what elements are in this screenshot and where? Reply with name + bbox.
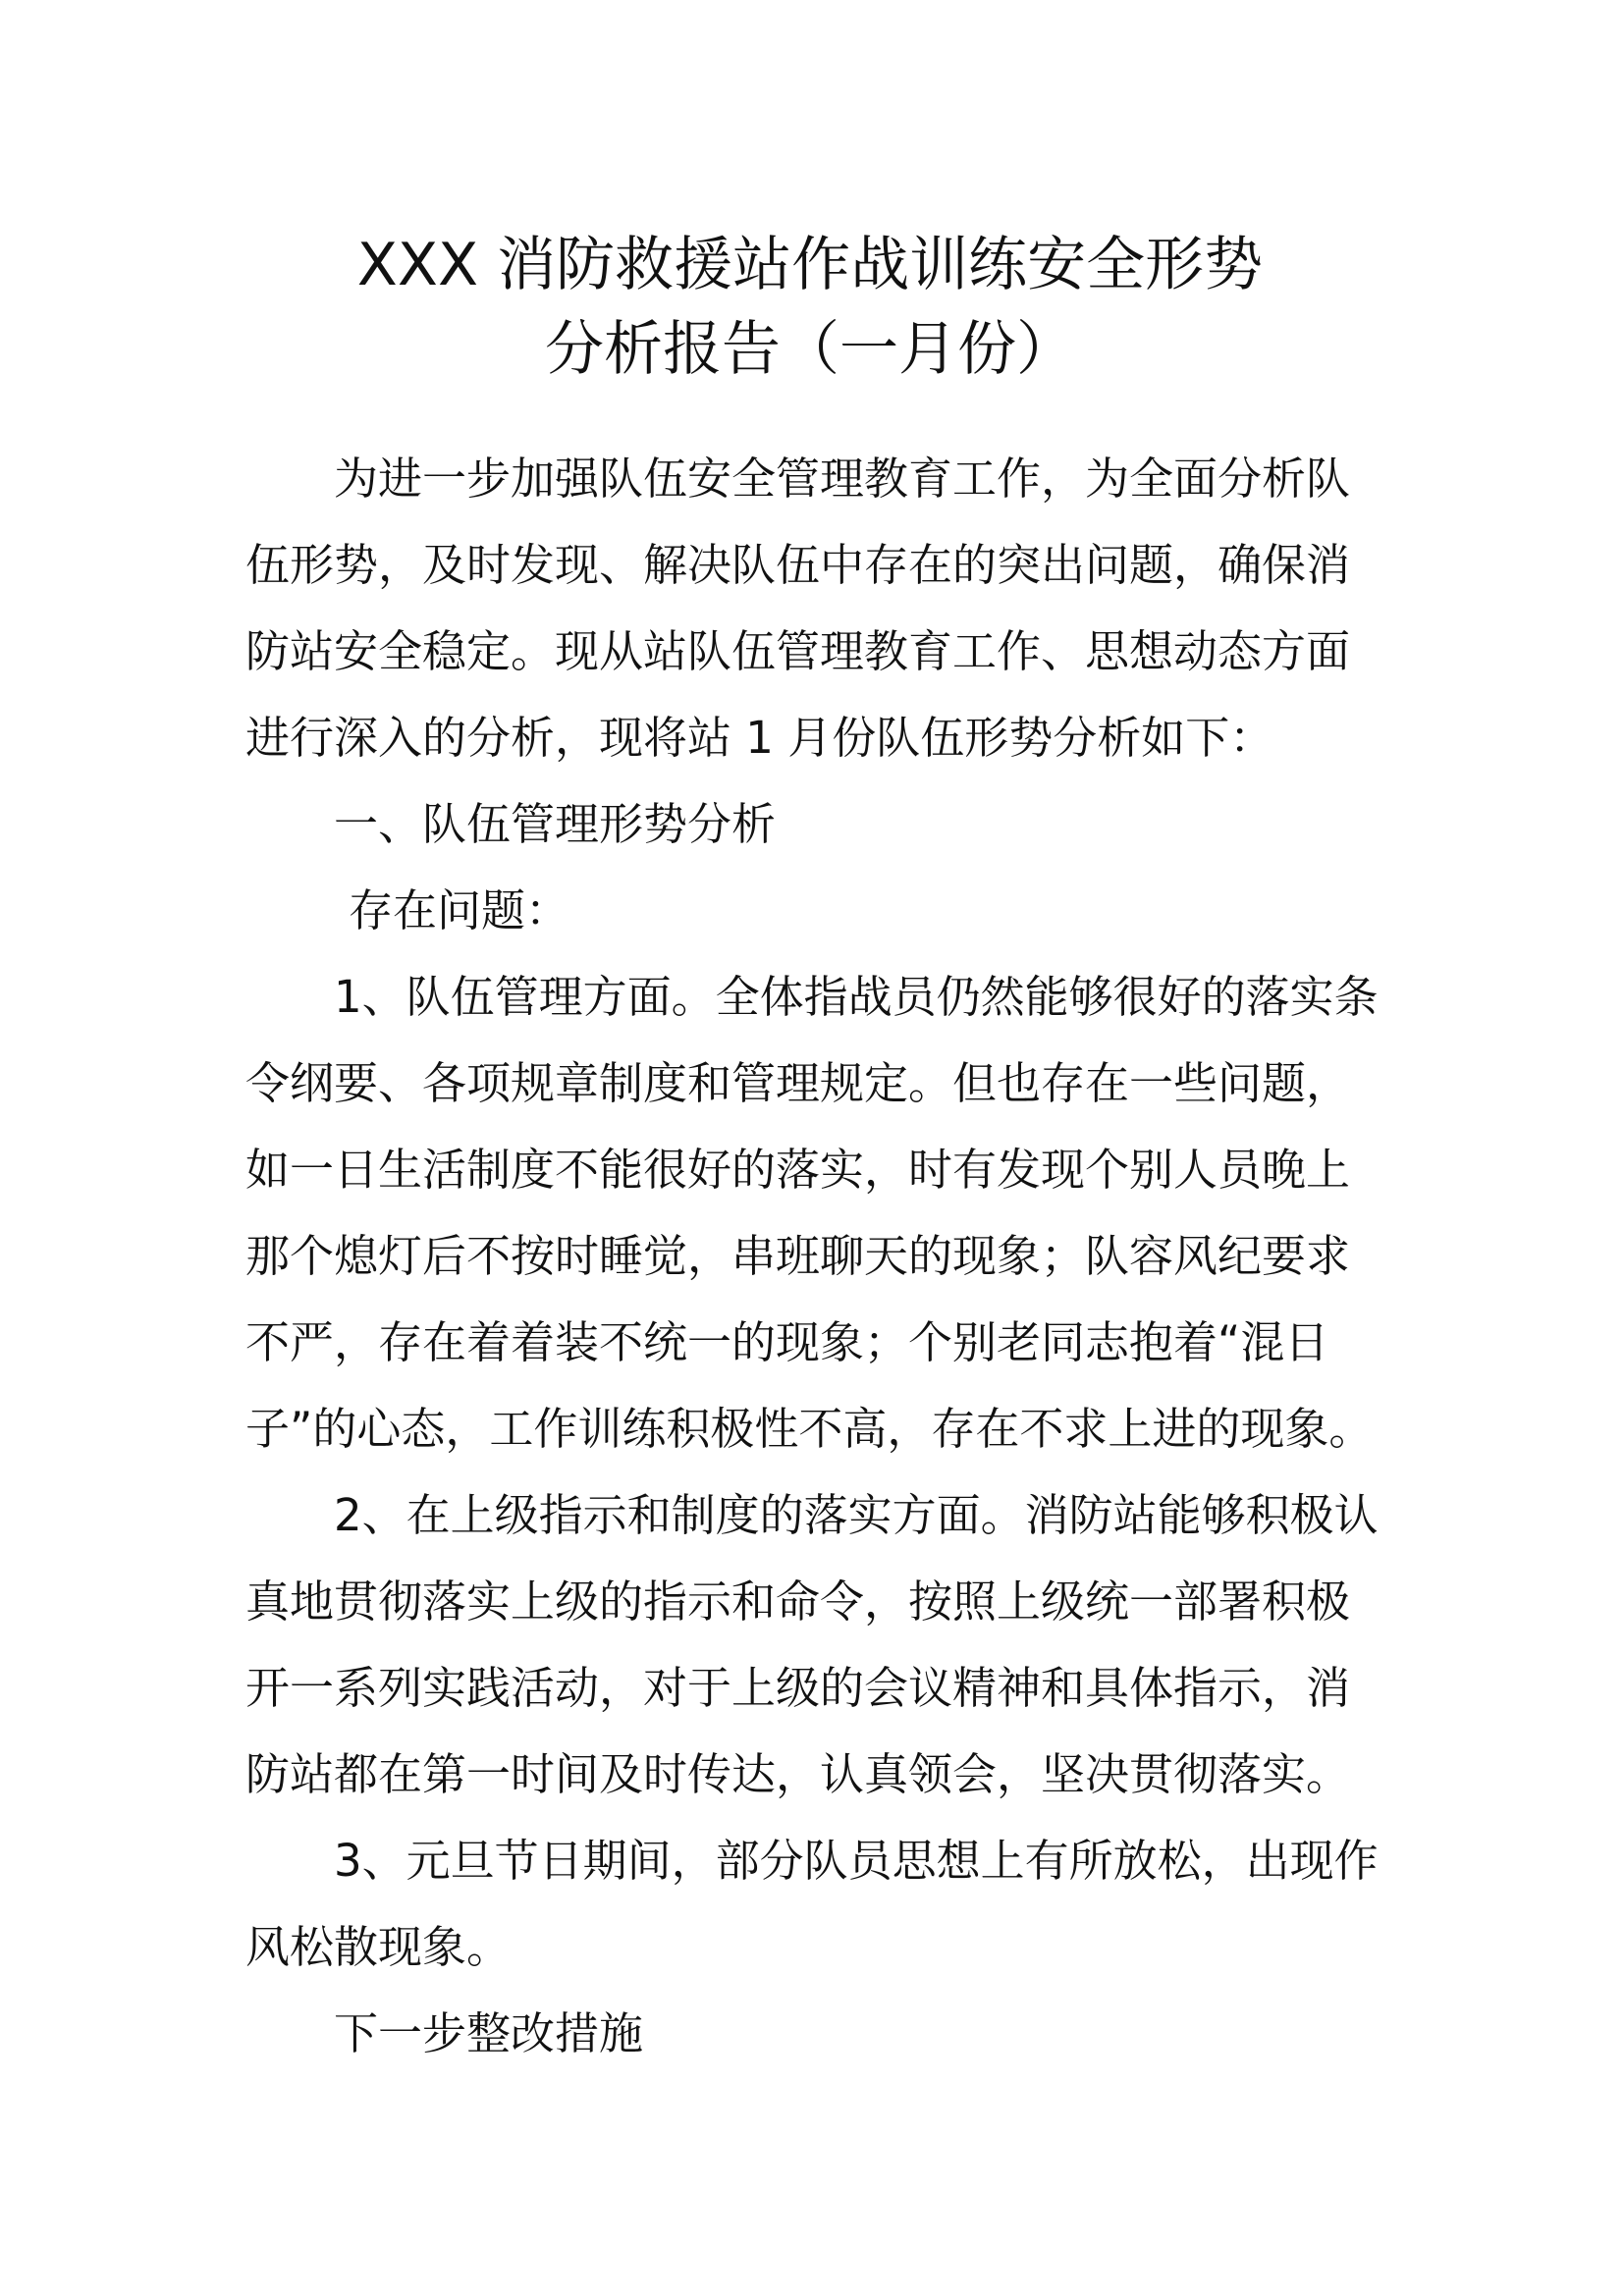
paragraph-line: 3、元旦节日期间，部分队员思想上有所放松，出现作 [334, 1835, 1379, 1887]
paragraph-line: 风松散现象。 [245, 1921, 512, 1973]
section-heading: 一、队伍管理形势分析 [334, 798, 777, 850]
section-heading: 下一步整改措施 [334, 2007, 644, 2059]
paragraph-line: 进行深入的分析，现将站 1 月份队伍形势分析如下： [245, 712, 1274, 764]
paragraph-line: 令纲要、各项规章制度和管理规定。但也存在一些问题， [245, 1057, 1351, 1109]
paragraph-line: 伍形势，及时发现、解决队伍中存在的突出问题，确保消 [245, 539, 1351, 591]
paragraph-line: 2、在上级指示和制度的落实方面。消防站能够积极认 [334, 1489, 1379, 1541]
document-title-line-1: XXX 消防救援站作战训练安全形势 [356, 231, 1264, 299]
document-title-line-2: 分析报告（一月份） [545, 315, 1075, 384]
paragraph-line: 那个熄灯后不按时睡觉，串班聊天的现象；队容风纪要求 [245, 1230, 1351, 1282]
paragraph-line: 1、队伍管理方面。全体指战员仍然能够很好的落实条 [334, 971, 1379, 1023]
paragraph-line: 真地贯彻落实上级的指示和命令，按照上级统一部署积极 [245, 1575, 1351, 1628]
paragraph-line: 不严，存在着着装不统一的现象；个别老同志抱着“混日 [245, 1316, 1329, 1368]
paragraph-line: 防站安全稳定。现从站队伍管理教育工作、思想动态方面 [245, 625, 1351, 677]
paragraph-line: 为进一步加强队伍安全管理教育工作，为全面分析队 [334, 453, 1351, 505]
subheading: 存在问题： [349, 884, 570, 936]
paragraph-line: 防站都在第一时间及时传达，认真领会，坚决贯彻落实。 [245, 1748, 1351, 1800]
paragraph-line: 开一系列实践活动，对于上级的会议精神和具体指示，消 [245, 1662, 1351, 1714]
paragraph-line: 如一日生活制度不能很好的落实，时有发现个别人员晚上 [245, 1144, 1351, 1196]
paragraph-line: 子”的心态，工作训练积极性不高，存在不求上进的现象。 [245, 1403, 1374, 1455]
